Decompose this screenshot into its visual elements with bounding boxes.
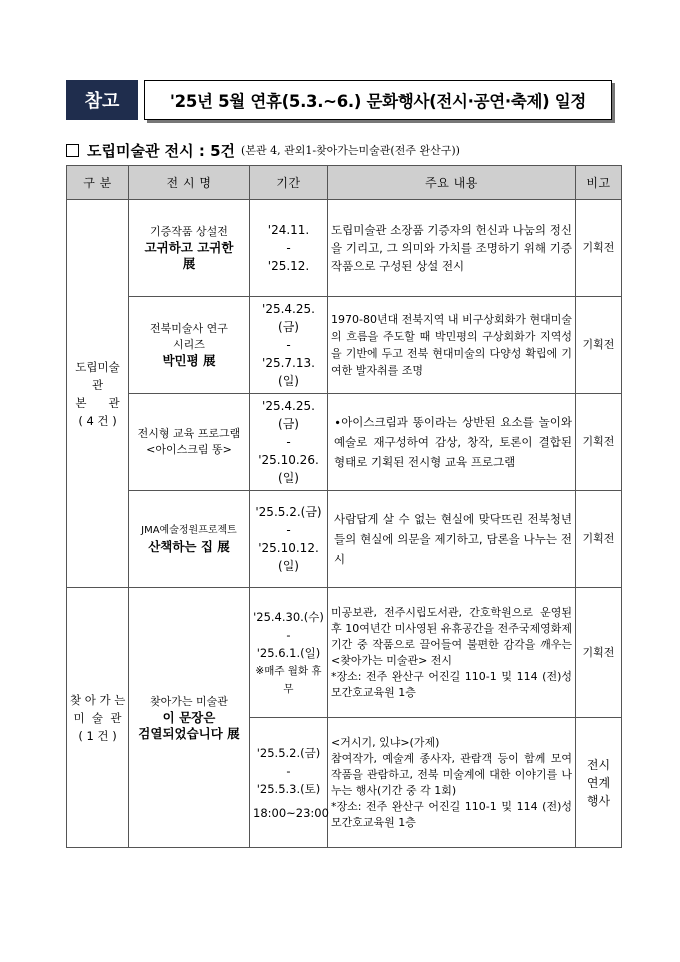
header-note: 비고	[576, 166, 622, 200]
header-category: 구 분	[67, 166, 129, 200]
content: ∙아이스크림과 똥이라는 상반된 요소를 놀이와 예술로 재구성하여 감상, 창작, 토론이 결합된 형태로 기획된 전시형 교육 프로그램	[328, 394, 576, 491]
note-line: 전시	[586, 757, 611, 772]
note: 기획전	[576, 491, 622, 588]
note-line: 연계	[586, 775, 611, 790]
header-period: 기간	[250, 166, 328, 200]
content: 도립미술관 소장품 기증자의 헌신과 나눔의 정신을 기리고, 그 의미와 가치를 조명하기 위해 기증작품으로 구성된 상설 전시	[328, 200, 576, 297]
section-subtitle: (본관 4, 관외1-찾아가는미술관(전주 완산구))	[241, 144, 460, 157]
period-dash: -	[286, 338, 291, 352]
period-end: '25.7.13.(일)	[262, 356, 315, 388]
period	[250, 718, 328, 848]
period	[250, 588, 328, 718]
note: 기획전	[576, 588, 622, 718]
exhibition-table	[66, 165, 622, 848]
exhibition-name	[129, 200, 250, 297]
note: 기획전	[576, 200, 622, 297]
note-line: 행사	[586, 793, 611, 808]
exhibition-subtitle: 시리즈	[173, 338, 205, 351]
period-start: '25.4.30.(수)	[253, 609, 324, 624]
section-title: 도립미술관 전시 : 5건	[87, 141, 236, 160]
content-text: 참여작가, 예술계 종사자, 관람객 등이 함께 모여 작품을 관람하고, 전북 미술계에 대한 이야기를 나누는 행사(기간 중 각 1회)	[331, 751, 572, 797]
checkbox-icon	[66, 144, 79, 157]
reference-badge: 참고	[66, 80, 138, 120]
exhibition-name	[129, 297, 250, 394]
note: 기획전	[576, 297, 622, 394]
table-row	[67, 200, 622, 297]
exhibition-title: 고귀하고 고귀한	[144, 240, 234, 255]
exhibition-title: 박민평 展	[162, 353, 216, 368]
period	[250, 394, 328, 491]
group-visiting-museum	[67, 588, 129, 848]
content-place: *장소: 전주 완산구 어진길 110-1 및 114 (전)성모간호교육원 1층	[331, 799, 572, 829]
note: 기획전	[576, 394, 622, 491]
content: 1970-80년대 전북지역 내 비구상회화가 현대미술의 흐름을 주도할 때 박민평의 구상회화가 지역성을 기반에 두고 전북 현대미술의 다양성 확립에 기여한 발자취를 조명	[328, 297, 576, 394]
exhibition-name	[129, 491, 250, 588]
period-start: '25.5.2.(금)	[256, 745, 321, 760]
table-row	[67, 588, 622, 718]
exhibition-title: 이 문장은	[162, 709, 216, 725]
exhibition-title-line2: 검열되었습니다 展	[138, 725, 240, 741]
period-start: '25.4.25.(금)	[262, 399, 315, 431]
exhibition-name	[129, 588, 250, 848]
period-start: '24.11.	[267, 223, 310, 237]
table-row	[67, 297, 622, 394]
content-text: 미공보관, 전주시립도서관, 간호학원으로 운영된 후 10여년간 미사영된 유휴공간을 전주국제영화제 기간 중 작품으로 끌어들여 불편한 감각을 깨우는 <찾아가는 미술관> 전시	[331, 605, 572, 667]
exhibition-title-suffix: 展	[182, 256, 196, 271]
group-main-building	[67, 200, 129, 588]
exhibition-title: 전시형 교육 프로그램	[137, 427, 241, 440]
period-time: 18:00~23:00	[253, 805, 329, 820]
table-row	[67, 394, 622, 491]
group-label: 도립미술관	[75, 359, 120, 392]
content-place: *장소: 전주 완산구 어진길 110-1 및 114 (전)성모간호교육원 1층	[331, 669, 572, 699]
exhibition-subtitle: JMA예술정원프로젝트	[141, 525, 237, 536]
content-title: <거시기, 있냐>(가제)	[331, 735, 440, 749]
content	[328, 588, 576, 718]
period-end: '25.10.26.(일)	[258, 453, 319, 485]
page-title: '25년 5월 연휴(5.3.~6.) 문화행사(전시·공연·축제) 일정	[144, 80, 612, 120]
period	[250, 491, 328, 588]
exhibition-subtitle: <아이스크림 똥>	[146, 443, 232, 456]
header-content: 주요 내용	[328, 166, 576, 200]
period-closed-note: ※매주 월화 휴무	[255, 664, 322, 695]
period-dash: -	[286, 523, 291, 537]
group-label: 본 관	[75, 395, 120, 410]
period-start: '25.4.25.(금)	[262, 302, 315, 334]
exhibition-name	[129, 394, 250, 491]
group-label: 미 술 관	[73, 710, 122, 725]
period-dash: -	[286, 435, 291, 449]
table-row	[67, 491, 622, 588]
note	[576, 718, 622, 848]
period-end: '25.12.	[267, 259, 310, 273]
section-heading	[66, 139, 626, 161]
group-label: 찾 아 가 는	[70, 692, 126, 707]
content	[328, 718, 576, 848]
period-end: '25.10.12.(일)	[258, 541, 319, 573]
table-header-row	[67, 166, 622, 200]
period	[250, 297, 328, 394]
header-exhibition-name: 전 시 명	[129, 166, 250, 200]
period-start: '25.5.2.(금)	[255, 505, 322, 519]
group-count: ( 4 건 )	[78, 413, 117, 428]
period	[250, 200, 328, 297]
period-end: '25.6.1.(일)	[256, 645, 321, 660]
exhibition-subtitle: 찾아가는 미술관	[150, 694, 228, 708]
period-dash: -	[286, 241, 291, 255]
exhibition-subtitle: 기증작품 상설전	[150, 225, 228, 238]
exhibition-title: 산책하는 집 展	[148, 539, 230, 554]
content: 사람답게 살 수 없는 현실에 맞닥뜨린 전북청년들의 현실에 의문을 제기하고, 담론을 나누는 전시	[328, 491, 576, 588]
title-bar	[66, 80, 612, 120]
period-dash: -	[286, 763, 291, 778]
period-dash: -	[286, 627, 291, 642]
exhibition-subtitle: 전북미술사 연구	[150, 322, 228, 335]
group-count: ( 1 건 )	[78, 728, 117, 743]
period-end: '25.5.3.(토)	[256, 781, 321, 796]
